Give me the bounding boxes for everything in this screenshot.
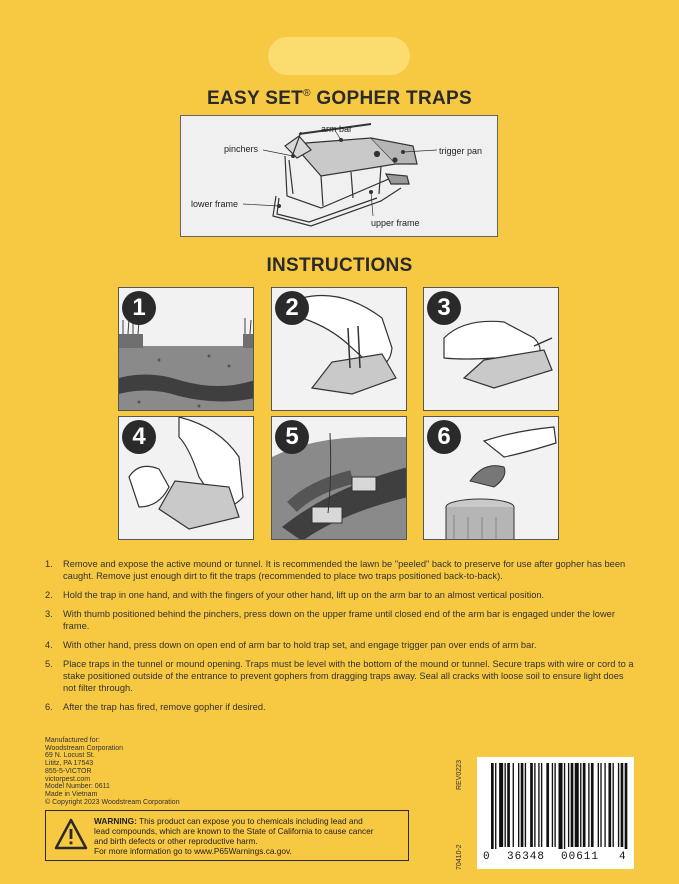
- barcode-bar: [559, 763, 563, 849]
- barcode-bar: [513, 763, 514, 847]
- barcode-bar: [621, 763, 624, 847]
- step-number-badge: 3: [427, 291, 461, 325]
- barcode-bar: [530, 763, 533, 847]
- barcode-bar: [534, 763, 535, 847]
- label-pinchers: pinchers: [224, 144, 259, 154]
- barcode-bar: [564, 763, 565, 849]
- step-panel-3: [423, 287, 559, 411]
- barcode-bar: [491, 763, 494, 849]
- barcode-bar: [552, 763, 553, 847]
- label-arm-bar: arm bar: [321, 124, 353, 134]
- label-trigger-pan: trigger pan: [439, 146, 483, 156]
- upc-barcode: 0 36348 00611 4: [477, 757, 634, 869]
- label-lower-frame: lower frame: [191, 199, 239, 209]
- trap-illustration: [181, 116, 499, 238]
- barcode-bar: [546, 763, 549, 847]
- step-item: 6. After the trap has fired, remove gopher if desired.: [45, 702, 266, 712]
- step-item: 3. With thumb positioned behind the pinchers, press down on the upper frame until closed end of the arm bar is engaged under the lower frame.: [45, 609, 615, 631]
- barcode-bar: [525, 763, 526, 847]
- prop65-warning-box: [45, 810, 409, 861]
- barcode-bar: [575, 763, 579, 847]
- barcode-bar: [521, 763, 524, 847]
- revision-code: REV0223: [456, 760, 463, 790]
- manufacturer-info: Manufactured for: Woodstream Corporation 69 N. Locust St. Lititz, PA 17543 855-5-VICTOR victorpest.com Model Number: 0611 Made in Vietnam © Copyright 2023 Woodstream Corporation: [45, 737, 180, 806]
- barcode-bar: [600, 763, 601, 847]
- barcode-bar: [604, 763, 605, 847]
- barcode-bar: [538, 763, 539, 847]
- barcode-bar: [618, 763, 619, 847]
- barcode-bar: [613, 763, 614, 847]
- product-title: EASY SET® GOPHER TRAPS: [207, 88, 472, 109]
- instruction-steps-list: [45, 558, 635, 720]
- barcode-bar: [583, 763, 586, 847]
- step-panel-5: [271, 416, 407, 540]
- barcode-bar: [518, 763, 519, 847]
- barcode-bar: [495, 763, 496, 849]
- step-item: 2. Hold the trap in one hand, and with the fingers of your other hand, lift up on the arm bar to an almost vertical position.: [45, 590, 545, 600]
- instructions-heading: INSTRUCTIONS: [266, 255, 413, 276]
- step-number-badge: 6: [427, 420, 461, 454]
- barcode-bar: [598, 763, 599, 847]
- step-number-badge: 1: [122, 291, 156, 325]
- step-panel-1: [118, 287, 254, 411]
- barcode-bar: [588, 763, 589, 847]
- step-number-badge: 4: [122, 420, 156, 454]
- step-item: 4. With other hand, press down on open end of arm bar to hold trap set, and engage trigger pan over ends of arm bar.: [45, 640, 537, 650]
- step-number-badge: 2: [275, 291, 309, 325]
- barcode-bar: [505, 763, 506, 847]
- barcode-bars: [477, 757, 634, 849]
- step-number-badge: 5: [275, 420, 309, 454]
- barcode-bar: [580, 763, 581, 847]
- label-upper-frame: upper frame: [371, 218, 420, 228]
- hang-tab: [268, 37, 410, 75]
- barcode-bar: [591, 763, 594, 847]
- barcode-bar: [608, 763, 611, 847]
- barcode-bar: [571, 763, 574, 847]
- trap-parts-diagram: [180, 115, 498, 237]
- step-panel-6: [423, 416, 559, 540]
- barcode-bar: [499, 763, 503, 847]
- barcode-bar: [568, 763, 569, 847]
- barcode-bar: [554, 763, 555, 847]
- warning-triangle-icon: [54, 818, 88, 850]
- step-panel-4: [118, 416, 254, 540]
- step-item: 5. Place traps in the tunnel or mound opening. Traps must be level with the bottom of the mound or tunnel. Secure traps with wire or cord to a stake positioned outside of the entrance to prevent gophers from dragging traps away. Seal all cracks with loose soil to ensure light does not filter through.: [45, 659, 634, 693]
- step-item: 1. Remove and expose the active mound or tunnel. It is recommended the lawn be "peeled" back to preserve for use after gopher has been caught. Remove just enough dirt to fit the traps (recommended to place two traps positioned back-to-back).: [45, 559, 626, 581]
- barcode-bar: [507, 763, 510, 847]
- barcode-bar: [625, 763, 628, 849]
- part-code: 70410-2: [456, 844, 463, 870]
- warning-text: WARNING: This product can expose you to chemicals including lead and lead compounds, which are known to the State of California to cause cancer and birth defects or other reproductive harm. For more information go to www.P65Warnings.ca.gov.: [94, 816, 374, 856]
- step-panel-2: [271, 287, 407, 411]
- barcode-bar: [541, 763, 542, 847]
